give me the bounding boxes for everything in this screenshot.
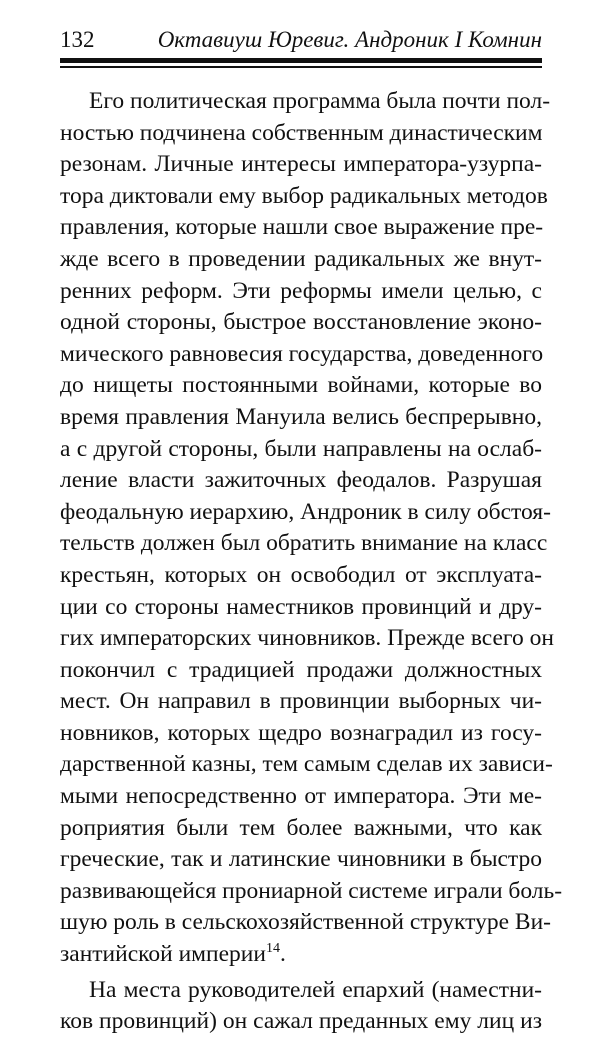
paragraph-1 — [60, 86, 563, 971]
text-line: феодальную иерархию, Андроник в силу обстоя- — [60, 498, 551, 525]
text-line: покончил с традицией продажи должностных — [60, 656, 542, 683]
text-line: резонам. Личные интересы императора-узурпа- — [60, 151, 542, 178]
text-line: роприятия были тем более важными, что как — [60, 814, 542, 841]
text-line: мыми непосредственно от императора. Эти ме- — [60, 783, 542, 810]
text-line: время правления Мануила велись беспрерывно, — [60, 403, 542, 430]
text-line: шую роль в сельскохозяйственной структуре Ви- — [60, 909, 552, 936]
text-line: греческие, так и латинские чиновники в быстро — [60, 846, 542, 873]
text-line: ков провинций) он сажал преданных ему лиц из — [60, 1008, 542, 1035]
header-rule-thin — [60, 66, 542, 68]
body-text — [60, 86, 563, 1038]
text-line: ции со стороны наместников провинций и дру- — [60, 593, 542, 620]
page-number: 132 — [60, 27, 95, 52]
paragraph-2 — [60, 975, 542, 1038]
text-line: а с другой стороны, были направлены на ослаб- — [60, 435, 542, 462]
header-rule-thick — [60, 58, 542, 63]
text-line: правления, которые нашли свое выражение пре- — [60, 214, 544, 241]
text-line: одной стороны, быстрое восстановление эконо- — [60, 309, 542, 336]
text-line: ление власти зажиточных феодалов. Разрушая — [60, 467, 542, 494]
text-line: мест. Он направил в провинции выборных чи- — [60, 688, 542, 715]
text-line: ренних реформ. Эти реформы имели целью, с — [60, 277, 542, 304]
text-line: гих императорских чиновников. Прежде всего он — [60, 625, 554, 652]
text-line: На места руководителей епархий (наместни- — [89, 976, 542, 1003]
text-line: дарственной казны, тем самым сделав их зависи- — [60, 751, 553, 778]
text-line: новников, которых щедро вознаградил из госу- — [60, 719, 542, 746]
text-line: тельств должен был обратить внимание на класс — [60, 530, 548, 557]
footnote-ref-14[interactable]: 14 — [265, 941, 280, 957]
text-line: тора диктовали ему выбор радикальных методов — [60, 182, 548, 209]
text-line: до нищеты постоянными войнами, которые во — [60, 372, 542, 399]
text-line: крестьян, которых он освободил от эксплуата- — [60, 561, 542, 588]
text-line: ностью подчинена собственным династическим — [60, 119, 543, 146]
running-head — [60, 26, 542, 54]
running-title: Октавиуш Юревиг. Андроник I Комнин — [157, 27, 542, 52]
last-line-text: зантийской империи — [60, 941, 266, 968]
text-line-last — [60, 939, 542, 971]
text-line: жде всего в проведении радикальных же внут- — [60, 245, 542, 272]
last-line-period: . — [279, 941, 286, 968]
text-line: Его политическая программа была почти пол- — [89, 88, 551, 114]
text-line: мического равновесия государства, доведенного — [60, 340, 544, 367]
text-line: развивающейся прониарной системе играли боль- — [60, 877, 563, 904]
